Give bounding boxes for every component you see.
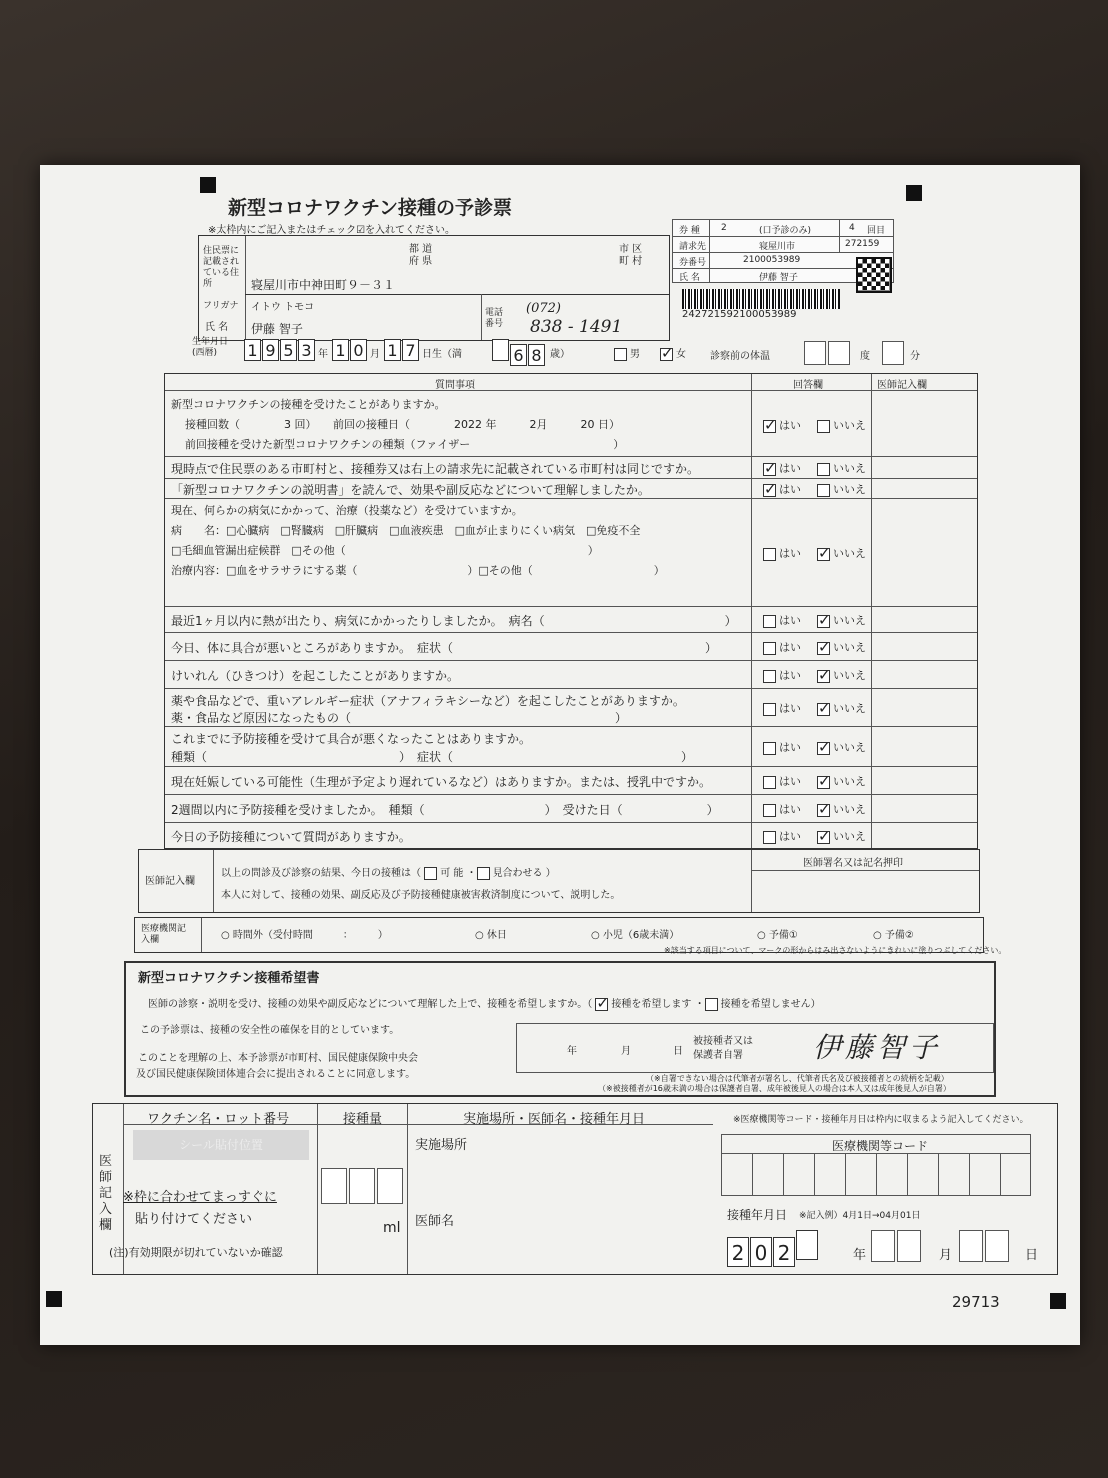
question-text: これまでに予防接種を受けて具合が悪くなったことはありますか。 [171,732,532,746]
question-text: 種類（ ） 症状（ ） [171,750,694,764]
answer-no[interactable] [817,828,866,844]
answer-yes[interactable] [763,667,801,683]
answer-no[interactable] [817,481,866,497]
answer-no[interactable] [817,801,866,817]
doctor-result-text: 以上の問診及び診察の結果、今日の接種は（ [221,868,421,879]
no-label: いいえ [833,803,866,816]
signature-box [516,1023,994,1073]
ml-unit: ml [383,1220,401,1236]
record-year-label: 年 [853,1248,867,1263]
no-label: いいえ [833,641,866,654]
yes-checkbox[interactable] [763,420,776,433]
dob-digit: 5 [280,339,297,361]
sticker-area: シール貼付位置 [133,1130,309,1160]
dob-year-boxes [244,339,316,361]
phone-area-code: (072) [526,301,561,316]
doctor-name-label: 医師名 [415,1214,455,1229]
male-checkbox[interactable] [614,348,627,361]
question-text: 薬や食品などで、重いアレルギー症状（アナフィラキシーなど）を起こしたことがありますか。 [171,694,685,708]
month-digit-box[interactable] [897,1230,921,1262]
answer-yes[interactable] [763,828,801,844]
city-label: 町 村 [619,256,643,267]
signer-label: 被接種者又は [693,1036,753,1047]
consent-purpose: この予診票は、接種の安全性の確保を目的としています。 [140,1025,400,1036]
place-header: 実施場所・医師名・接種年月日 [463,1112,646,1127]
no-checkbox[interactable] [817,615,830,628]
temperature-box[interactable] [882,341,904,365]
no-label: いいえ [833,775,866,788]
doctor-header: 医師記入欄 [877,380,927,391]
yes-checkbox[interactable] [763,484,776,497]
yes-checkbox[interactable] [763,776,776,789]
phone-number: 838 - 1491 [530,317,623,337]
no-checkbox[interactable] [817,703,830,716]
yes-checkbox[interactable] [763,463,776,476]
facility-code-box[interactable] [721,1134,1031,1196]
question-text: 治療内容：□血をサラサラにする薬（ ）□その他（ ） [171,564,665,577]
answer-yes[interactable] [763,739,801,755]
place-note: ※医療機関等コード・接種年月日は枠内に収まるよう記入してください。 [733,1115,1029,1125]
answer-yes[interactable] [763,773,801,789]
dob-day-boxes [384,339,420,361]
facility-option[interactable]: ○ 小児（6歳未満） [591,930,680,941]
doctor-section-label: 医師記入欄 [145,876,195,887]
degree-label: 度 [860,351,870,362]
record-side-label: 医師記入欄 [99,1154,113,1233]
no-checkbox[interactable] [817,642,830,655]
yes-label: はい [779,614,801,627]
registration-mark [46,1291,62,1307]
yes-label: はい [779,803,801,816]
registration-mark [200,177,216,193]
yes-checkbox[interactable] [763,703,776,716]
facility-note: ※該当する項目について、マークの形からはみ出さないようにきれいに塗りつぶしてください。 [664,946,1007,955]
yes-label: はい [779,741,801,754]
city-label: 市 区 [619,244,643,255]
dob-label: 生年月日(西暦) [192,337,229,358]
answer-yes[interactable] [763,460,801,476]
ticket-kind: (口予診のみ) [759,226,812,236]
doctor-section: 医師記入欄 以上の問診及び診察の結果、今日の接種は（ 可 能 ・ 見合わせる ） 本人に対して、接種の効果、副反応及び予防接種健康被害救済制度について、説明した。 医師署名又は記名押印 [138,849,980,913]
no-checkbox[interactable] [817,484,830,497]
hold-checkbox[interactable] [477,867,490,880]
no-checkbox[interactable] [817,548,830,561]
barcode-number: 242721592100053989 [682,309,797,320]
yes-checkbox[interactable] [763,804,776,817]
answer-yes[interactable] [763,639,801,655]
question-text: 新型コロナワクチンの接種を受けたことがありますか。 [171,398,446,411]
sticker-note: 貼り付けてください [135,1212,253,1227]
yes-checkbox[interactable] [763,742,776,755]
no-checkbox[interactable] [817,831,830,844]
answer-yes[interactable] [763,545,801,561]
question-text: 薬・食品など原因になったもの（ ） [171,711,628,725]
question-text: 最近1ヶ月以内に熱が出たり、病気にかかったりしましたか。 病名（ ） [171,614,737,628]
form-title: 新型コロナワクチン接種の予診票 [228,197,513,219]
yes-label: はい [779,483,801,496]
question-text: 現在、何らかの病気にかかって、治療（投薬など）を受けていますか。 [171,504,523,517]
temperature-box[interactable] [804,341,826,365]
option-label: 予備① [768,930,798,941]
ticket-no-label: 券番号 [679,258,707,268]
facility-code-label: 医療機関等コード [832,1139,929,1153]
dob-digit: 1 [384,339,401,361]
yes-checkbox[interactable] [763,548,776,561]
dob-digit: 0 [350,339,367,361]
year-digit: 0 [750,1237,772,1267]
handwritten-signature: 伊藤智子 [813,1031,942,1064]
vaccination-record-section [92,1103,1058,1275]
date-example: ※記入例）4月1日→04月01日 [799,1211,921,1221]
answer-yes[interactable] [763,481,801,497]
yes-label: はい [779,669,801,682]
serial-number: 29713 [952,1293,1000,1311]
age-boxes [492,339,546,366]
prefecture-label: 府 県 [409,256,433,267]
facility-option[interactable]: ○ 時間外（受付時間 ： ） [221,930,388,941]
want-label: 接種を希望します [611,999,692,1010]
paren-close: ） [545,868,556,879]
doctor-explanation: 本人に対して、接種の効果、副反応及び予防接種健康被害救済制度について、説明した。 [221,890,621,901]
registration-mark [906,185,922,201]
consent-agreement-line2: 及び国民健康保険団体連合会に提出されることに同意します。 [136,1069,416,1080]
answer-no[interactable] [817,612,866,628]
no-checkbox[interactable] [817,670,830,683]
no-label: いいえ [833,483,866,496]
year-digit [796,1230,818,1260]
month-digit-box[interactable] [871,1230,895,1262]
dob-month-boxes [332,339,368,361]
yes-label: はい [779,641,801,654]
consent-title: 新型コロナワクチン接種希望書 [138,971,320,986]
name-label: 氏 名 [205,322,229,333]
consent-question: 医師の診察・説明を受け、接種の効果や副反応などについて理解した上で、接種を希望しますか。（ [148,999,593,1010]
decline-vaccination-checkbox[interactable] [705,998,718,1011]
phone-label: 電話番号 [485,308,504,329]
question-text: 「新型コロナワクチンの説明書」を読んで、効果や副反応などについて理解しましたか。 [171,483,650,497]
sign-month-label: 月 [621,1046,631,1057]
record-day-label: 日 [1025,1248,1039,1263]
qr-code-icon [856,257,892,293]
yes-label: はい [779,830,801,843]
ticket-no-value: 2100053989 [743,255,801,265]
dose-digit-box[interactable] [321,1168,347,1204]
gender-female[interactable] [660,345,686,361]
billing-city: 寝屋川市 [759,242,796,252]
address-label: 住民票に記載されている住所 [203,246,240,289]
dob-digit: 9 [262,339,279,361]
round-value: 4 [849,223,855,233]
option-label: 時間外（受付時間 ： ） [232,930,388,941]
answer-yes[interactable] [763,700,801,716]
answer-no[interactable] [817,739,866,755]
consent-agreement-line1: このことを理解の上、本予診票が市町村、国民健康保険中央会 [138,1053,418,1064]
dose-digit-box[interactable] [377,1168,403,1204]
record-month-label: 月 [939,1248,953,1263]
age-digit: 6 [510,344,527,366]
no-checkbox[interactable] [817,463,830,476]
day-digit-box[interactable] [985,1230,1009,1262]
answer-yes[interactable] [763,417,801,433]
gender-male[interactable] [614,345,640,361]
month-label: 月 [370,349,380,360]
answer-no[interactable] [817,700,866,716]
answer-header: 回答欄 [793,380,823,391]
answer-no[interactable] [817,639,866,655]
possible-label: 可 能 [440,868,464,879]
questions-header: 質問事項 [435,380,475,391]
answer-yes[interactable] [763,801,801,817]
answer-no[interactable] [817,417,866,433]
form-instruction: ※太枠内にご記入またはチェック☑を入れてください。 [208,225,456,236]
no-checkbox[interactable] [817,420,830,433]
sign-day-label: 日 [673,1046,683,1057]
no-label: いいえ [833,614,866,627]
facility-label: 医療機関記入欄 [141,924,187,945]
decimal-label: 分 [910,351,920,362]
yes-label: はい [779,702,801,715]
female-checkbox[interactable] [660,348,673,361]
facility-option[interactable]: ○ 休日 [475,930,507,941]
round-label: 回目 [867,226,886,236]
question-text: □毛細血管漏出症候群 □その他（ ） [171,544,599,557]
no-label: いいえ [833,830,866,843]
no-label: いいえ [833,547,866,560]
year-label: 年 [318,349,328,360]
temperature-box[interactable] [828,341,850,365]
furigana-label: フリガナ [203,301,239,311]
no-checkbox[interactable] [817,804,830,817]
yes-checkbox[interactable] [763,670,776,683]
consent-section: 新型コロナワクチン接種希望書 医師の診察・説明を受け、接種の効果や副反応などについて理解した上で、接種を希望しますか。（ ✓ 接種を希望します ・ 接種を希望しません） この予診票は、接種の安全性の確保を目的としています。 このことを理解の上、本予診票が市町村、国民健康保険中央会 及び国民健康保険団体連合会に提出されることに同意します。 年 月 日 被接種者又は 保護者自署 伊藤智子 （※自署できない場合は代筆者が署名し、代筆者氏名及び被接種者との続柄を記載） （※被接種者が16歳未満の場合は保護者自署、成年被後見人の場合は本人又は成年後見人が自署） [124,961,996,1097]
option-label: 予備② [884,930,914,941]
no-label: いいえ [833,669,866,682]
option-label: 小児（6歳未満） [602,930,680,941]
barcode-icon [682,289,840,309]
question-text: 今日、体に具合が悪いところがありますか。 症状（ ） [171,641,718,655]
signer-label: 保護者自署 [693,1050,743,1061]
no-label: いいえ [833,462,866,475]
question-text: 現在妊娠している可能性（生理が予定より遅れているなど）はありますか。または、授乳中ですか。 [171,775,712,789]
answer-no[interactable] [817,667,866,683]
answer-no[interactable] [817,773,866,789]
dob-digit: 1 [332,339,349,361]
year-digit: 2 [727,1237,749,1267]
sticker-note: ※枠に合わせてまっすぐに [123,1190,277,1205]
vaccination-year-boxes[interactable] [727,1230,819,1267]
signature-note: （※自署できない場合は代筆者が署名し、代筆者氏名及び被接種者との続柄を記載） [646,1074,949,1083]
ticket-type-value: 2 [721,223,727,233]
vaccination-questionnaire-sheet [40,165,1080,1345]
signature-note: （※被接種者が16歳未満の場合は保護者自署、成年被後見人の場合は本人又は成年後見人が自署） [598,1084,951,1093]
no-checkbox[interactable] [817,742,830,755]
day-digit-box[interactable] [959,1230,983,1262]
dob-digit: 7 [402,339,419,361]
question-text: 現時点で住民票のある市町村と、接種券又は右上の請求先に記載されている市町村は同じですか。 [171,462,700,476]
address-value: 寝屋川市中神田町９－３１ [251,278,396,292]
yes-label: はい [779,462,801,475]
yes-label: はい [779,775,801,788]
question-text: 2週間以内に予防接種を受けましたか。 種類（ ） 受けた日（ ） [171,803,719,817]
question-text: 今日の予防接種について質問がありますか。 [171,830,411,844]
answer-yes[interactable] [763,612,801,628]
sign-year-label: 年 [567,1046,577,1057]
question-text: 接種回数（ 3 回） 前回の接種日（ 2022 年 2月 20 日） [185,418,620,431]
age-label: 歳） [550,349,570,360]
no-label: いいえ [833,419,866,432]
ticket-type-label: 券 種 [679,226,700,236]
year-digit: 2 [773,1237,795,1267]
yes-checkbox[interactable] [763,642,776,655]
want-vaccination-checkbox[interactable] [595,998,608,1011]
question-text: けいれん（ひきつけ）を起こしたことがありますか。 [171,669,460,683]
facility-option[interactable]: ○ 予備① [757,930,798,941]
yes-label: はい [779,419,801,432]
yes-label: はい [779,547,801,560]
no-label: いいえ [833,702,866,715]
no-label: いいえ [833,741,866,754]
temperature-label: 診察前の体温 [710,351,770,362]
prefecture-label: 都 道 [409,244,433,255]
furigana-value: イトウ トモコ [251,302,315,313]
day-label: 日生（満 [422,349,462,360]
no-checkbox[interactable] [817,776,830,789]
place-label: 実施場所 [415,1138,468,1153]
registration-mark [1050,1293,1066,1309]
male-label: 男 [630,349,640,360]
dob-digit: 3 [298,339,315,361]
ticket-name-value: 伊藤 智子 [759,273,798,283]
ticket-name-label: 氏 名 [679,273,700,283]
vaccination-date-label: 接種年月日 [727,1208,788,1222]
doctor-signature-label: 医師署名又は記名押印 [803,858,903,869]
billing-code: 272159 [845,239,880,249]
hold-label: 見合わせる [492,868,543,879]
question-text: 前回接種を受けた新型コロナワクチンの種類（ファイザー ） [185,438,625,451]
female-label: 女 [676,349,686,360]
answer-no[interactable] [817,545,866,561]
questions-table [164,373,978,849]
question-text: 病 名：□心臓病 □腎臓病 □肝臓病 □血液疾患 □血が止まりにくい病気 □免疫不全 [171,524,641,537]
answer-no[interactable] [817,460,866,476]
facility-option[interactable]: ○ 予備② [873,930,914,941]
vaccine-header: ワクチン名・ロット番号 [147,1112,290,1127]
yes-checkbox[interactable] [763,831,776,844]
option-label: 休日 [486,930,507,941]
dose-header: 接種量 [343,1112,383,1127]
yes-checkbox[interactable] [763,615,776,628]
expiry-note: (注)有効期限が切れていないか確認 [109,1246,283,1259]
decline-label: 接種を希望しません） [720,999,821,1010]
name-value: 伊藤 智子 [251,322,303,336]
billing-label: 請求先 [679,242,707,252]
dob-digit: 1 [244,339,261,361]
age-digit [492,339,509,361]
dose-digit-box[interactable] [349,1168,375,1204]
age-digit: 8 [528,344,545,366]
possible-checkbox[interactable] [424,867,437,880]
